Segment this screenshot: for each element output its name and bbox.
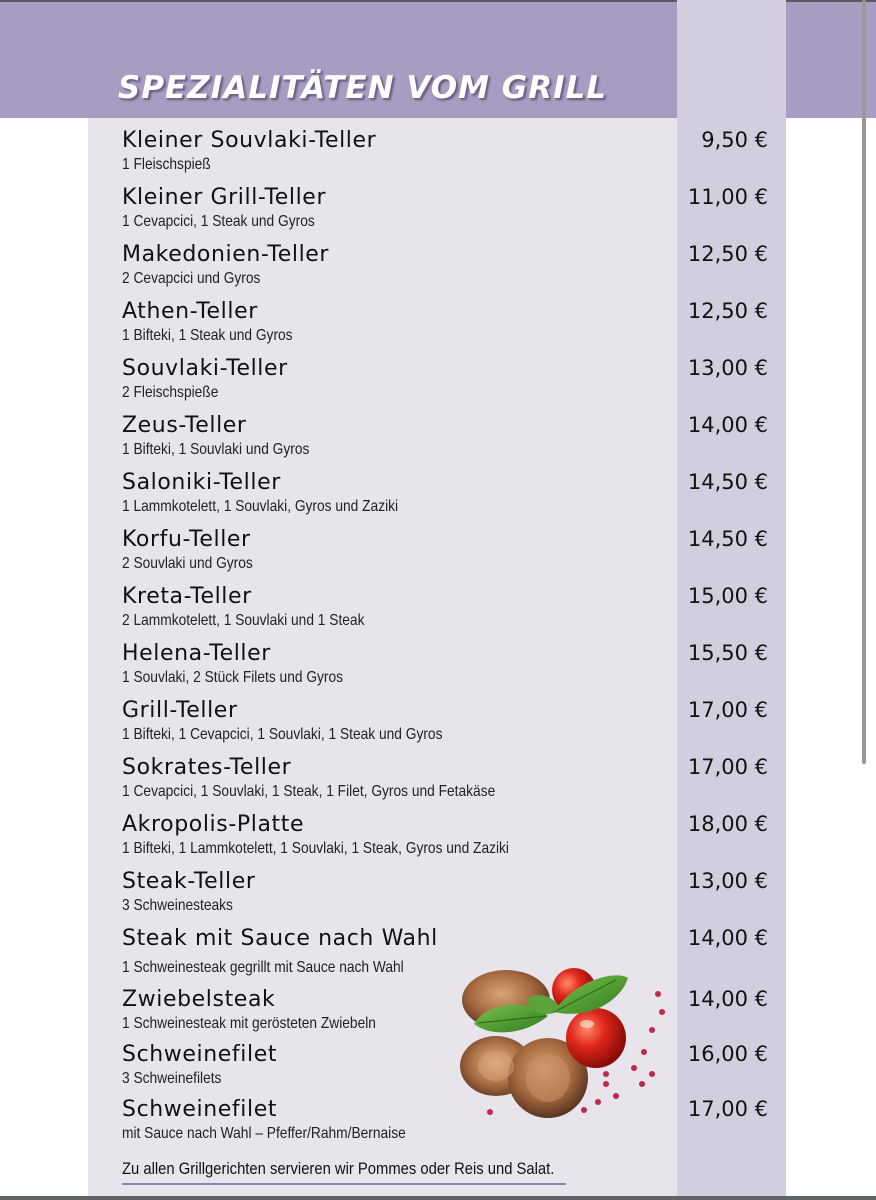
item-name: Souvlaki-Teller — [122, 356, 288, 381]
item-description: 1 Bifteki, 1 Steak und Gyros — [122, 327, 293, 344]
item-price: 13,00 € — [687, 869, 768, 893]
item-price: 15,00 € — [687, 584, 768, 608]
item-name: Steak mit Sauce nach Wahl — [122, 926, 438, 951]
item-description: 1 Souvlaki, 2 Stück Filets und Gyros — [122, 669, 344, 686]
item-name: Korfu-Teller — [122, 527, 251, 552]
footer-underline — [122, 1183, 566, 1185]
menu-title: SPEZIALITÄTEN VOM GRILL — [118, 70, 608, 106]
item-description: 1 Fleischspieß — [122, 156, 211, 173]
item-price: 11,00 € — [687, 185, 768, 209]
item-description: 2 Lammkotelett, 1 Souvlaki und 1 Steak — [122, 612, 365, 629]
item-name: Makedonien-Teller — [122, 242, 330, 267]
item-description: 2 Cevapcici und Gyros — [122, 270, 261, 287]
item-price: 14,50 € — [687, 470, 768, 494]
item-price: 12,50 € — [687, 299, 768, 323]
item-price: 12,50 € — [687, 242, 768, 266]
item-description: 1 Lammkotelett, 1 Souvlaki, Gyros und Zaziki — [122, 498, 399, 515]
item-description: 1 Cevapcici, 1 Souvlaki, 1 Steak, 1 Filet, Gyros und Fetakäse — [122, 783, 496, 800]
item-name: Sokrates-Teller — [122, 755, 292, 780]
item-price: 17,00 € — [687, 1097, 768, 1121]
item-price: 14,00 € — [687, 987, 768, 1011]
footer-note: Zu allen Grillgerichten servieren wir Pommes oder Reis und Salat. — [122, 1159, 555, 1178]
grilled-meat-image — [456, 960, 670, 1126]
item-name: Schweinefilet — [122, 1042, 278, 1067]
item-price: 15,50 € — [687, 641, 768, 665]
item-name: Helena-Teller — [122, 641, 271, 666]
item-description: 1 Schweinesteak gegrillt mit Sauce nach Wahl — [122, 959, 404, 976]
item-description: 1 Schweinesteak mit gerösteten Zwiebeln — [122, 1015, 376, 1032]
item-price: 14,00 € — [687, 413, 768, 437]
item-name: Steak-Teller — [122, 869, 256, 894]
item-price: 9,50 € — [701, 128, 768, 152]
item-name: Zeus-Teller — [122, 413, 247, 438]
item-name: Kreta-Teller — [122, 584, 252, 609]
item-description: 3 Schweinefilets — [122, 1070, 222, 1087]
item-price: 13,00 € — [687, 356, 768, 380]
item-description: 2 Souvlaki und Gyros — [122, 555, 253, 572]
item-name: Kleiner Grill-Teller — [122, 185, 327, 210]
item-name: Schweinefilet — [122, 1097, 278, 1122]
item-description: 1 Bifteki, 1 Lammkotelett, 1 Souvlaki, 1 Steak, Gyros und Zaziki — [122, 840, 509, 857]
item-price: 17,00 € — [687, 698, 768, 722]
item-name: Athen-Teller — [122, 299, 258, 324]
item-name: Zwiebelsteak — [122, 987, 276, 1012]
item-description: mit Sauce nach Wahl – Pfeffer/Rahm/Bernaise — [122, 1125, 406, 1142]
item-price: 16,00 € — [687, 1042, 768, 1066]
item-price: 14,50 € — [687, 527, 768, 551]
item-name: Saloniki-Teller — [122, 470, 281, 495]
item-description: 2 Fleischspieße — [122, 384, 219, 401]
item-price: 14,00 € — [687, 926, 768, 950]
item-description: 1 Cevapcici, 1 Steak und Gyros — [122, 213, 315, 230]
bottom-border — [0, 1196, 876, 1200]
item-description: 3 Schweinesteaks — [122, 897, 233, 914]
item-description: 1 Bifteki, 1 Souvlaki und Gyros — [122, 441, 310, 458]
item-name: Akropolis-Platte — [122, 812, 305, 837]
item-name: Kleiner Souvlaki-Teller — [122, 128, 377, 153]
item-description: 1 Bifteki, 1 Cevapcici, 1 Souvlaki, 1 Steak und Gyros — [122, 726, 443, 743]
item-name: Grill-Teller — [122, 698, 238, 723]
scrollbar[interactable] — [862, 0, 866, 764]
item-price: 18,00 € — [687, 812, 768, 836]
item-price: 17,00 € — [687, 755, 768, 779]
